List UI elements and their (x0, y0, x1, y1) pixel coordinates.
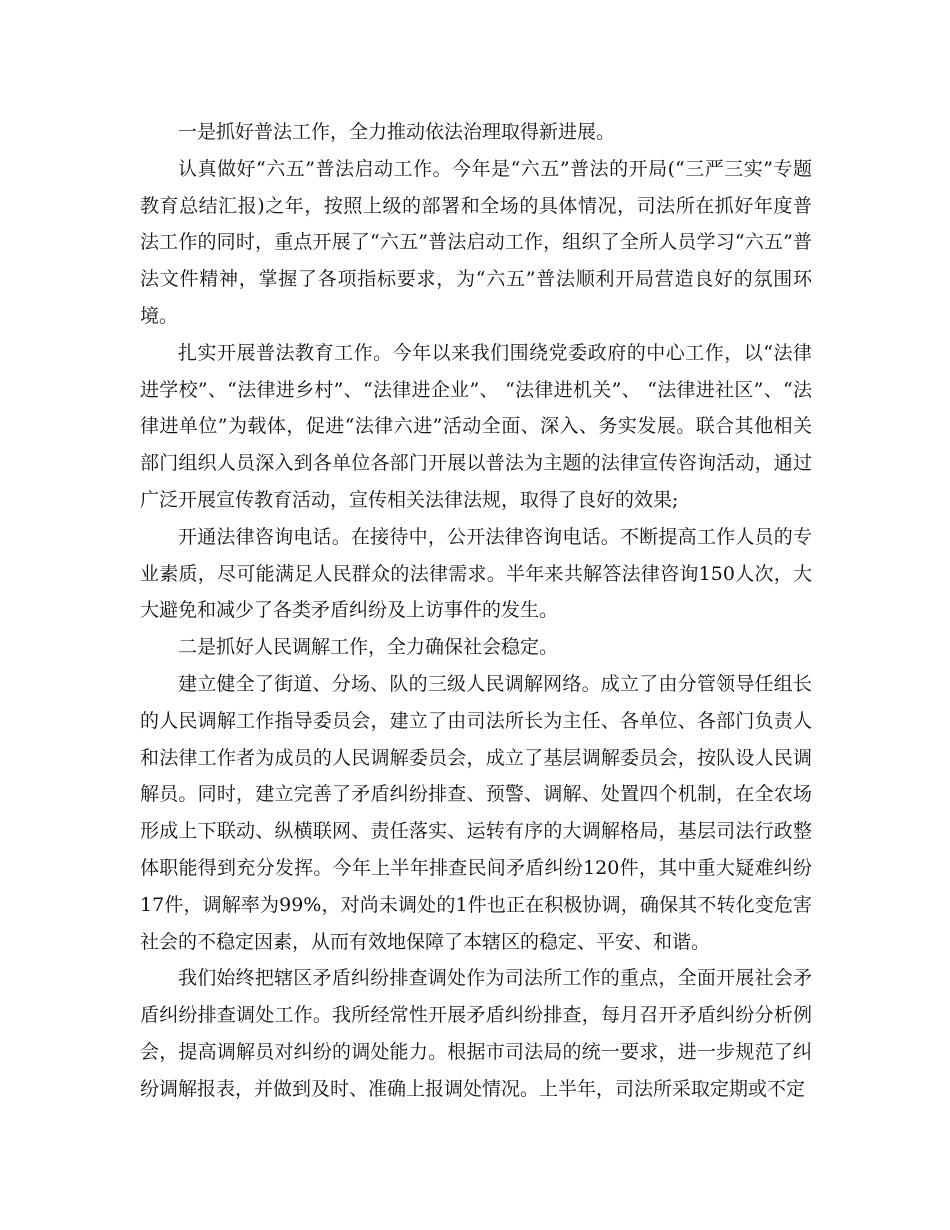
paragraph-6: 建立健全了街道、分场、队的三级人民调解网络。成立了由分管领导任组长的人民调解工作指导委员会，建立了由司法所长为主任、各单位、各部门负责人和法律工作者为成员的人民调解委员会，成立了基层调解委员会，按队设人民调解员。同时，建立完善了矛盾纠纷排查、预警、调解、处置四个机制，在全农场形成上下联动、纵横联网、责任落实、运转有序的大调解格局，基层司法行政整体职能得到充分发挥。今年上半年排查民间矛盾纠纷120件，其中重大疑难纠纷17件，调解率为99%，对尚未调处的1件也正在积极协调，确保其不转化变危害社会的不稳定因素，从而有效地保障了本辖区的稳定、平安、和谐。 (140, 672, 812, 953)
paragraph-5: 二是抓好人民调解工作，全力确保社会稳定。 (178, 636, 559, 659)
paragraph-4: 开通法律咨询电话。在接待中，公开法律咨询电话。不断提高工作人员的专业素质，尽可能满足人民群众的法律需求。半年来共解答法律咨询150人次，大大避免和减少了各类矛盾纠纷及上访事件的发生。 (140, 525, 812, 622)
paragraph-7: 我们始终把辖区矛盾纠纷排查调处作为司法所工作的重点，全面开展社会矛盾纠纷排查调处工作。我所经常性开展矛盾纠纷排查，每月召开矛盾纠纷分析例会，提高调解员对纠纷的调处能力。根据市司法局的统一要求，进一步规范了纠纷调解报表，并做到及时、准确上报调处情况。上半年，司法所采取定期或不定 (140, 967, 812, 1100)
paragraph-3: 扎实开展普法教育工作。今年以来我们围绕党委政府的中心工作，以“法律进学校”、“法律进乡村”、“法律进企业”、 “法律进机关”、 “法律进社区”、“法律进单位”为载体，促进“法律六进”活动全面、深入、务实发展。联合其他相关部门组织人员深入到各单位各部门开展以普法为主题的法律宣传咨询活动，通过广泛开展宣传教育活动，宣传相关法律法规，取得了良好的效果; (140, 341, 812, 511)
paragraph-1: 一是抓好普法工作，全力推动依法治理取得新进展。 (178, 121, 616, 143)
paragraph-2: 认真做好“六五”普法启动工作。今年是“六五”普法的开局(“三严三实”专题教育总结汇报)之年，按照上级的部署和全场的具体情况，司法所在抓好年度普法工作的同时，重点开展了“六五”普法启动工作，组织了全所人员学习“六五”普法文件精神，掌握了各项指标要求，为“六五”普法顺利开局营造良好的氛围环境。 (140, 157, 812, 327)
document-body (140, 114, 812, 1108)
